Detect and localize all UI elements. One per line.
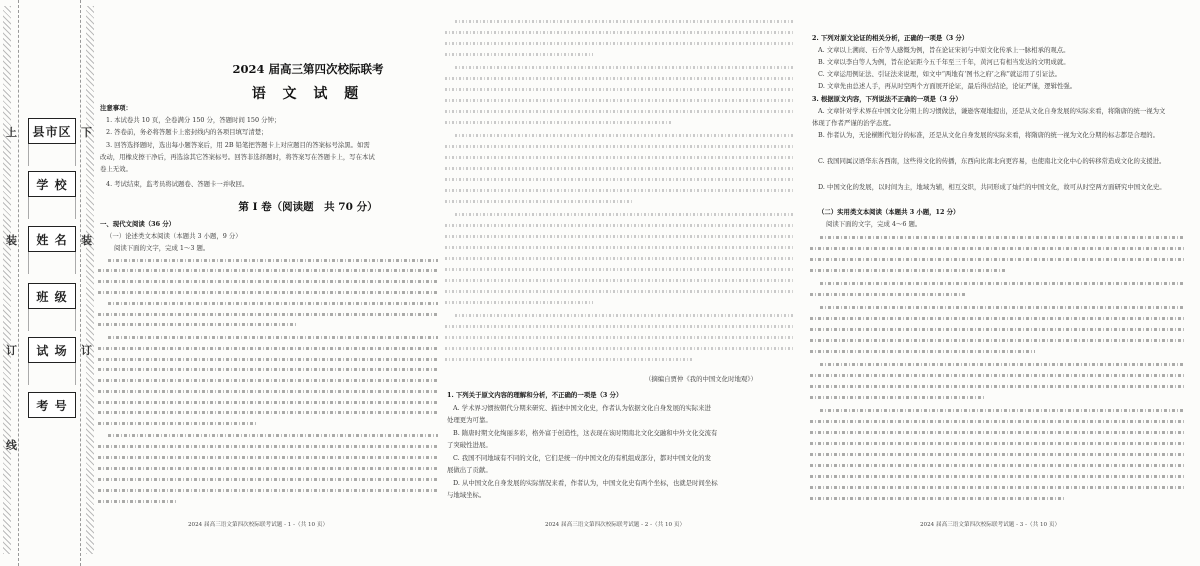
question-3-option: A. 文章针对学术界在中国文化分期上的习惯做法，谦逊客观地提出，还是从文化自身发展的实际来看，将隋唐的统一视为文 [818, 107, 1166, 115]
section-instruction: 阅读下面的文字，完成 1～3 题。 [114, 244, 210, 252]
binding-hatch-left [3, 6, 11, 554]
school-field[interactable]: 学 校 [28, 171, 76, 197]
notice-line: 卷上无效。 [100, 165, 132, 173]
name-field[interactable]: 姓 名 [28, 226, 76, 252]
notice-line: 4. 考试结束，监考员将试题卷、答题卡一并收回。 [106, 180, 249, 188]
fold-line-right [80, 0, 81, 566]
fold-char: 线 [6, 439, 17, 452]
question-2: 2. 下列对原文论证的相关分析，正确的一项是（3 分） [812, 34, 969, 42]
fold-line-left [18, 0, 19, 566]
question-1-option: D. 从中国文化自身发展的实际情况来看，作者认为，中国文化史有两个坐标，也就是时间坐标 [453, 479, 718, 487]
page-1 [98, 0, 438, 566]
exam-number-field[interactable]: 考 号 [28, 392, 76, 418]
fold-char: 订 [81, 344, 92, 357]
question-3: 3. 根据原文内容，下列说法不正确的一项是（3 分） [812, 95, 962, 103]
question-3-option: 体现了作者严谨的治学态度。 [812, 119, 896, 127]
section-instruction: 阅读下面的文字，完成 4～6 题。 [826, 220, 922, 228]
exam-title: 2024 届高三第四次校际联考 [232, 62, 384, 76]
county-field[interactable]: 县市区 [28, 118, 76, 144]
part-title: 第 Ⅰ 卷（阅读题 共 70 分） [238, 201, 378, 213]
field-connector [28, 309, 76, 331]
field-connector [28, 197, 76, 219]
fold-char: 装 [6, 234, 17, 247]
field-connector [28, 252, 76, 274]
question-2-option: A. 文章以上溯商、石介等人感慨为例，旨在论证宋初与中原文化传承上一脉相承的观点。 [818, 46, 1070, 54]
question-2-option: C. 文章运用例证法、引证法来说理，如文中“两地有‘图书之府’之称”就运用了引证法。 [818, 70, 1061, 78]
page-footer: 2024 届高三语文第四次校际联考试题 - 1 -（共 10 页） [188, 522, 329, 528]
page-2 [445, 0, 793, 566]
question-1-option: C. 我国不同地域有不同的文化，它们是统一的中国文化的有机组成部分，都对中国文化的发 [453, 454, 711, 462]
question-1-option: 了突破性进展。 [447, 441, 492, 449]
question-3-option: C. 我国同属汉语华东各西南，这些得文化的传播，东西向比南北向更容易，也使南北文化中心的转移常造成文化的支援进。 [818, 157, 1166, 165]
question-2-option: D. 文章先由总述人手，再从时空两个方面展开论证，最后得出结论，论证严谨，逻辑性强。 [818, 82, 1077, 90]
question-2-option: B. 文章以李白等人为例，旨在论证距今五千年至三千年，黄河已有相当发达的文明成就。 [818, 58, 1070, 66]
binding-hatch-right [86, 6, 94, 554]
question-1-option: 展做出了贡献。 [447, 466, 492, 474]
binding-margin [0, 0, 100, 566]
page-footer: 2024 届高三语文第四次校际联考试题 - 3 -（共 10 页） [920, 522, 1061, 528]
fold-char: 装 [81, 234, 92, 247]
field-connector [28, 363, 76, 385]
question-1-option: 与地域坐标。 [447, 491, 486, 499]
question-3-option: B. 作者认为，无论横断代划分的标准，还是从文化自身发展的实际来看，将隋唐的统一视为文化分期的标志都是合理的。 [818, 131, 1160, 139]
notice-line: 2. 答卷前，务必将答题卡上密封线内的各项目填写清楚； [106, 128, 268, 136]
passage-source: （摘编自贾仲《我的中国文化时地观》） [645, 375, 757, 383]
notice-heading: 注意事项： [100, 104, 132, 112]
page-footer: 2024 届高三语文第四次校际联考试题 - 2 -（共 10 页） [545, 522, 686, 528]
question-1-option: B. 隋唐时期文化绚丽多彩，格外富于创造性，这表现在该时期南北文化交融和中外文化交流有 [453, 429, 718, 437]
class-field[interactable]: 班 级 [28, 283, 76, 309]
question-1: 1. 下列关于原文内容的理解和分析，不正确的一项是（3 分） [447, 391, 623, 399]
notice-line: 1. 本试卷共 10 页，全卷满分 150 分，答题时间 150 分钟； [106, 116, 281, 124]
fold-char: 下 [81, 126, 92, 139]
exam-subject: 语 文 试 题 [251, 86, 365, 102]
section-heading: 一、现代文阅读（36 分） [100, 220, 176, 228]
question-1-option: 处理更为可靠。 [447, 416, 492, 424]
page-3 [810, 0, 1185, 566]
section-subheading: （一）论述类文本阅读（本题共 3 小题，9 分） [106, 232, 242, 240]
section-heading: （二）实用类文本阅读（本题共 3 小题，12 分） [818, 208, 960, 216]
fold-char: 订 [6, 344, 17, 357]
exam-room-field[interactable]: 试 场 [28, 337, 76, 363]
question-3-option: D. 中国文化的发展，以时间为主，地域为辅，相互交织，共同形成了灿烂的中国文化，故可从时空两方面研究中国文化史。 [818, 183, 1166, 191]
notice-line: 改动，用橡皮擦干净后，再选涂其它答案标号。回答非选择题时，将答案写在答题卡上，写在本试 [100, 153, 375, 161]
question-1-option: A. 学术界习惯按朝代分期来研究、描述中国文化史，作者认为依据文化自身发展的实际来进 [453, 404, 711, 412]
notice-line: 3. 回答选择题时，选出每小题答案后，用 2B 铅笔把答题卡上对应题目的答案标号涂黑。如需 [106, 141, 370, 149]
field-connector [28, 144, 76, 166]
fold-char: 上 [6, 126, 17, 139]
